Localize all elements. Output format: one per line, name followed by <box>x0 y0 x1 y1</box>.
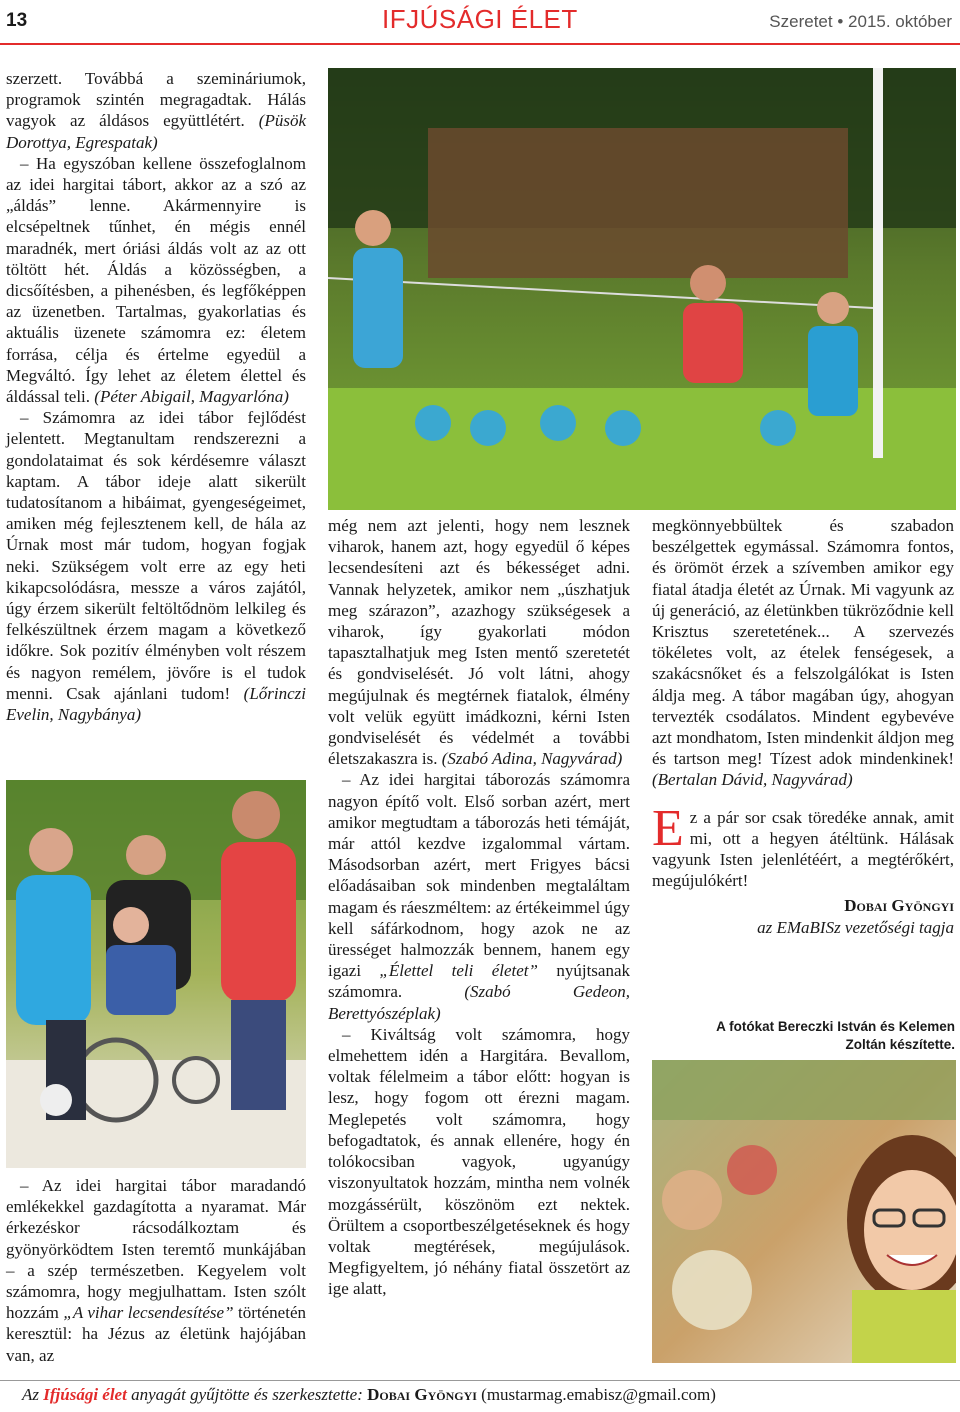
section-title: IFJÚSÁGI ÉLET <box>382 4 578 34</box>
photo-smiling-girl-image <box>652 1060 956 1363</box>
column-2 <box>328 515 630 1300</box>
signature-role: az EMaBISz vezetőségi tagja <box>757 918 954 938</box>
photo-wheelchair-walk-image <box>6 780 306 1168</box>
header-rule <box>0 43 960 45</box>
drop-cap: E <box>652 799 684 857</box>
column-1-top <box>6 68 306 725</box>
footer-section-name: Ifjúsági élet <box>43 1385 127 1404</box>
footer-editor: Dobai Gyöngyi <box>367 1385 477 1404</box>
author: (Lőrinczi Evelin, Nagybánya) <box>6 683 306 725</box>
author: (Püsök Dorottya, Egrespatak) <box>6 111 306 152</box>
paragraph: – Kiváltság volt számomra, hogy elmehettem idén a Hargitára. Bevallom, voltak félelmeim a tábor előtt: hogyan is lesz, hogy fogom ott érezni magam. Meglepetés volt számomra, hogy befogadtatok, és annak ellenére, hogy én tolókocsiban vagyok, ugyanúgy viszonyultatok hozzám, mintha nem volnék mozgássérült, köszönöm ezt nektek. Örültem a csoportbeszélgetéseknek és hogy voltak megtérések, megújulások. Megfigyeltem, jó néhány fiatal összetört az ige alatt, <box>328 1024 630 1299</box>
paragraph: még nem azt jelenti, hogy nem lesznek viharok, hanem azt, hogy egyedül ő képes lecsendesíteni azt és békességet adni. Vannak helyzetek, amikor nem „úszhatjuk meg szárazon”, azazhogy szükségesek a viharok, így gyakorlati módon tapasztalhatjuk meg Isten mentő szeretetét és gondviselését. Jó volt látni, ahogy megújulnak és megtérnek fiatalok, élmény volt velük együtt imádkozni, kérni Isten gondviselését és védelmét a további életszakaszra is. (Szabó Adina, Nagyvárad) <box>328 516 630 769</box>
photo-smiling-girl <box>652 1060 956 1363</box>
paragraph: – Számomra az idei tábor fejlődést jelentett. Megtanultam rendszerezni a gondolataimat és sok kérdésemre választ kaptam. A tábor ideje alatt sikerült tudatosítanom a hibáimat, gyengeségeimet, amiken még fejlesztenem kell, de hála az Úrnak most már tudom, hogyan fogjak neki. Szükségem volt erre az egy heti kikapcsolódásra, messze a város zajától, úgy érzem sikerült feltöltődnöm lelkileg és felkészültnek érzem magam a következő időkre. Sok pozitív élményben volt részem és nagyon remélem, jövőre is el tudok menni. Csak ajánlani tudom! (Lőrinczi Evelin, Nagybánya) <box>6 408 306 725</box>
page-footer <box>0 1380 960 1412</box>
author: (Szabó Gedeon, Berettyószéplak) <box>328 982 630 1023</box>
magazine-issue <box>769 12 952 32</box>
magazine-name: Szeretet <box>769 12 833 31</box>
author: (Péter Abigail, Magyarlóna) <box>94 387 289 407</box>
paragraph: – Az idei hargitai táborozás számomra nagyon építő volt. Első sorban azért, mert amikor megtudtam a táborozás heti témáját, már attól kezdve izgalommal vártam. Másodsorban azért, mert Frigyes bácsi előadásaiban sok mindenben megtaláltam magam és ráeszméltem: az értékeimmel úgy kell sáfárkodnom, hogy azok ne az ürességet halmozzák bennem, hanem egy igazi „Élettel teli életet” nyújtsanak számomra. (Szabó Gedeon, Berettyószéplak) <box>328 770 630 1023</box>
paragraph: – Az idei hargitai tábor maradandó emlékekkel gazdagította a nyaramat. Már érkezéskor rácsodálkoztam és gyönyörködtem Isten teremtő munkájában – a szép természetben. Kegyelem volt számomra, hogy megjulhattam. Isten szólt hozzám „A vihar lecsendesítése” történetén keresztül: ha Jézus az életünk hajójában van, az <box>6 1176 306 1365</box>
closing-paragraph: Ez a pár sor csak töredéke annak, amit mi, ott a hegyen átéltünk. Hálásak vagyunk Isten jelenlétéért, a megtérőkért, megújulókért! <box>652 799 954 891</box>
issue-date: 2015. október <box>848 12 952 31</box>
signature <box>652 895 954 939</box>
photo-credit: A fotókat Bereczki István és Kelemen Zoltán készítette. <box>716 1019 955 1052</box>
footer-text: Az Ifjúsági élet anyagát gyűjtötte és szerkesztette: Dobai Gyöngyi (mustarmag.emabisz@gmail.com) <box>22 1385 716 1404</box>
paragraph: szerzett. Továbbá a szemináriumok, programok szintén megragadtak. Hálás vagyok az áldásos együttlétért. (Püsök Dorottya, Egrespatak) <box>6 69 306 152</box>
signature-name: Dobai Gyöngyi <box>844 896 954 916</box>
photo-volleyball <box>328 68 956 510</box>
photo-wheelchair-walk <box>6 780 306 1168</box>
column-3 <box>652 515 954 939</box>
photo-volleyball-image <box>328 68 956 510</box>
footer-email[interactable]: (mustarmag.emabisz@gmail.com) <box>481 1385 716 1404</box>
page-header <box>0 0 960 44</box>
author: (Bertalan Dávid, Nagyvárad) <box>652 770 853 790</box>
paragraph: megkönnyebbültek és szabadon beszélgettek egymással. Számomra fontos, és örömöt érzek a szívemben amikor egy fiatal átadja életét az Úrnak. Mi vagyunk az új generáció, az életünkben tükröződnie kell Krisztus szeretetének... A szervezés tökéletes volt, az ételek fenségesek, a szakácsnőket és a felszolgálókat is Isten áldja meg. A tábor magában úgy, ahogyan tervezték csodálatos. Mindent egybevéve azt mondhatom, Isten mindenkit áldjon meg és tartson meg! Tízest adok mindenkinek! (Bertalan Dávid, Nagyvárad) <box>652 516 954 790</box>
bullet-separator: • <box>837 12 844 31</box>
page-number: 13 <box>6 10 28 31</box>
column-1-bottom <box>6 1175 306 1366</box>
author: (Szabó Adina, Nagyvárad) <box>441 749 623 769</box>
paragraph: – Ha egyszóban kellene összefoglalnom az idei hargitai tábort, akkor az a szó az „áldás” lenne. Akármennyire is elcsépeltnek tűnhet, én mégis ennél maradnék, mert óriási áldás volt az az ott töltött hét. Áldás a közösségben, a dicsőítésben, a pihenésben, és legfőképpen az üzenetben. Tartalmas, gyakorlatias és aktuális üzenete számomra ez: életem forrása, célja és értelme egyedül a Megváltó. Így lehet az életem élettel és áldással teli. (Péter Abigail, Magyarlóna) <box>6 153 306 407</box>
